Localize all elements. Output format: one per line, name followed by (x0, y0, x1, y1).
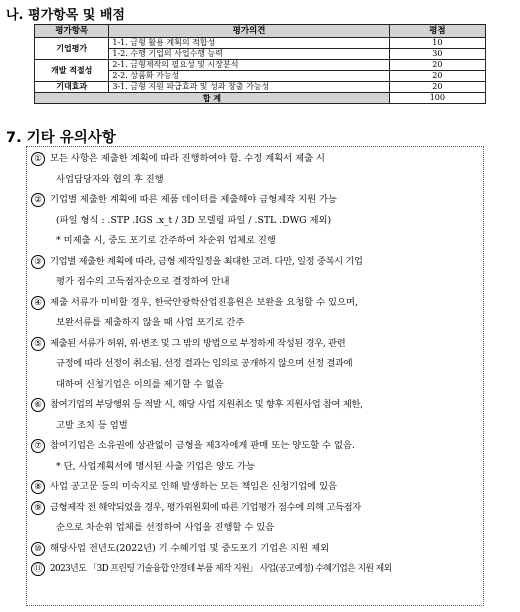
note-line (31, 149, 479, 170)
note-line (31, 375, 479, 396)
opinion-cell: 1-1. 금형 활용 계획의 적합성 (109, 38, 389, 49)
note-text: 평가 점수의 고득점자순으로 결정하여 안내 (56, 276, 230, 287)
note-number: ⑨ (31, 501, 45, 515)
note-number: ⑧ (31, 480, 45, 494)
note-text: * 단, 사업계획서에 명시된 사출 기업은 양도 가능 (56, 460, 255, 472)
note-line (31, 395, 479, 416)
note-line (31, 231, 479, 252)
total-label: 합 계 (35, 93, 390, 104)
note-text: 모든 사항은 제출한 계획에 따라 진행하여야 함. 수정 계획서 제출 시 (50, 153, 325, 164)
opinion-cell: 2-2. 상품화 가능성 (109, 71, 389, 82)
table-row (35, 60, 486, 71)
note-text: 제출 서류가 미비할 경우, 한국안광학산업진흥원은 보완을 요청할 수 있으며, (50, 296, 358, 308)
opinion-cell: 3-1. 금형 지원 파급효과 및 성과 창출 가능성 (109, 82, 389, 93)
note-line (31, 416, 479, 437)
note-text: * 미제출 시, 중도 포기로 간주하여 차순위 업체로 진행 (56, 235, 276, 246)
note-line (31, 170, 479, 191)
note-text: 사업담당자와 협의 후 진행 (56, 173, 164, 185)
note-line (31, 559, 479, 580)
header-opinion: 평가의견 (109, 25, 389, 38)
note-text: 규정에 따라 선정이 취소됨. 선정 결과는 임의로 공개하지 않으며 선정 결과에 (56, 358, 353, 369)
note-line (31, 293, 479, 314)
note-line (31, 190, 479, 211)
note-line (31, 272, 479, 293)
note-text: 순으로 차순위 업체를 선정하여 사업을 진행할 수 있음 (56, 522, 275, 533)
note-text: 참여기업은 소유권에 상관없이 금형을 제3자에게 판매 또는 양도할 수 없음. (50, 440, 355, 451)
category-cell: 기업평가 (35, 38, 109, 60)
opinion-cell: 2-1. 금형제작의 필요성 및 시장분석 (109, 60, 389, 71)
header-category: 평가항목 (35, 25, 109, 38)
score-cell: 20 (389, 82, 485, 93)
note-text: 해당사업 전년도(2022년) 기 수혜기업 및 중도포기 기업은 지원 제외 (50, 542, 330, 554)
evaluation-table (34, 24, 486, 104)
note-number: ④ (31, 296, 45, 310)
note-number: ⑤ (31, 337, 45, 351)
note-text: 고발 조치 등 엄벌 (56, 419, 128, 431)
opinion-cell: 1-2. 수행 기업의 사업수행 능력 (109, 49, 389, 60)
note-line (31, 354, 479, 375)
table-total-row (35, 93, 486, 104)
category-cell: 개발 적절성 (35, 60, 109, 82)
note-number: ⑥ (31, 398, 45, 412)
table-header-row (35, 25, 486, 38)
note-line (31, 211, 479, 232)
score-cell: 30 (389, 49, 485, 60)
note-line (31, 518, 479, 539)
score-cell: 20 (389, 71, 485, 82)
note-line (31, 436, 479, 457)
note-number: ⑩ (31, 542, 45, 556)
note-text: 기업별 제출한 계획에 따라, 금형 제작일정을 최대한 고려. 다만, 일정 중복시 기업 (50, 255, 363, 267)
note-line (31, 539, 479, 560)
note-number: ⑦ (31, 439, 45, 453)
note-number: ② (31, 193, 45, 207)
total-score: 100 (389, 93, 485, 104)
header-score: 평점 (389, 25, 485, 38)
note-number: ① (31, 152, 45, 166)
section-heading-evaluation: 나. 평가항목 및 배점 (6, 8, 125, 23)
table-row (35, 82, 486, 93)
section-heading-notes: 7. 기타 유의사항 (6, 130, 116, 146)
note-line (31, 334, 479, 355)
note-text: 기업별 제출한 계획에 따른 제품 데이터를 제출해야 금형제작 지원 가능 (50, 194, 338, 205)
note-line (31, 498, 479, 519)
note-text: 제출된 서류가 허위, 위·변조 및 그 밖의 방법으로 부정하게 작성된 경우, 관련 (50, 337, 346, 349)
note-text: (파일 형식 : .STP .IGS .x_t / 3D 모델링 파일 / .STL .DWG 제외) (56, 214, 332, 226)
score-cell: 10 (389, 38, 485, 49)
note-text: 2023년도 「3D 프린팅 기술융합 안경테 부품 제작 지원」 사업(공고예정) 수혜기업은 지원 제외 (50, 564, 392, 574)
note-line (31, 477, 479, 498)
note-number: ③ (31, 255, 45, 269)
table-row (35, 38, 486, 49)
notes-box (26, 146, 484, 606)
note-text: 보완서류를 제출하지 않을 때 사업 포기로 간주 (56, 317, 245, 328)
note-line (31, 313, 479, 334)
note-text: 대하여 신청기업은 이의를 제기할 수 없음 (56, 378, 224, 390)
category-cell: 기대효과 (35, 82, 109, 93)
note-text: 참여기업의 부당행위 등 적발 시, 해당 사업 지원취소 및 향후 지원사업 참여 제한, (50, 399, 363, 410)
note-line (31, 457, 479, 478)
score-cell: 20 (389, 60, 485, 71)
note-number: ⑪ (31, 562, 45, 576)
note-text: 금형제작 전 해약되었을 경우, 평가위원회에 따른 기업평가 점수에 의해 고득점자 (50, 501, 361, 513)
note-line (31, 252, 479, 273)
note-text: 사업 공고문 등의 미숙지로 인해 발생하는 모든 책임은 신청기업에 있음 (50, 481, 338, 492)
